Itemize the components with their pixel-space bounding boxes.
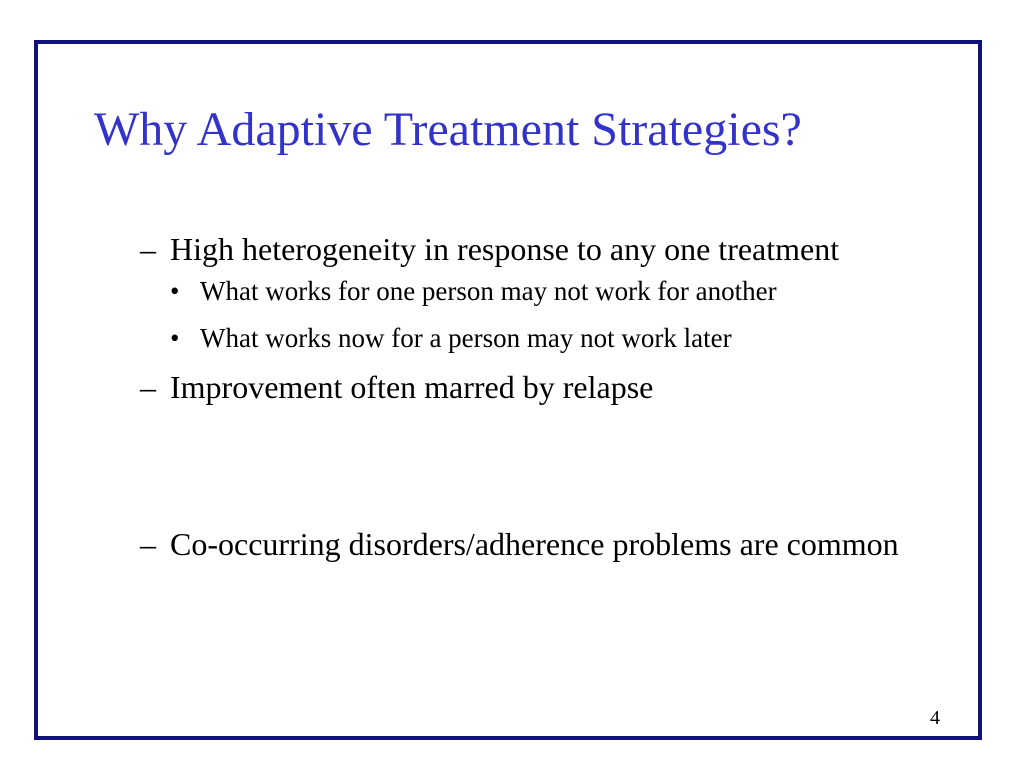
dash-bullet-icon: – <box>140 369 156 405</box>
page-number: 4 <box>930 707 940 729</box>
bullet-list <box>140 227 940 566</box>
bullet-item <box>140 365 940 409</box>
sub-bullet-item <box>170 320 940 357</box>
dot-bullet-icon: • <box>170 276 180 306</box>
slide-title: Why Adaptive Treatment Strategies? <box>94 103 802 156</box>
bullet-text: High heterogeneity in response to any one treatment <box>170 231 840 267</box>
sub-bullet-list <box>170 273 940 357</box>
bullet-item <box>140 227 940 357</box>
dash-bullet-icon: – <box>140 526 156 562</box>
bullet-text: Improvement often marred by relapse <box>170 369 654 405</box>
dash-bullet-icon: – <box>140 231 156 267</box>
dot-bullet-icon: • <box>170 323 180 353</box>
sub-bullet-text: What works now for a person may not work later <box>200 323 732 353</box>
bullet-text: Co-occurring disorders/adherence problems are common <box>170 526 899 562</box>
sub-bullet-item <box>170 273 940 310</box>
bullet-item <box>140 522 940 566</box>
sub-bullet-text: What works for one person may not work for another <box>200 276 777 306</box>
